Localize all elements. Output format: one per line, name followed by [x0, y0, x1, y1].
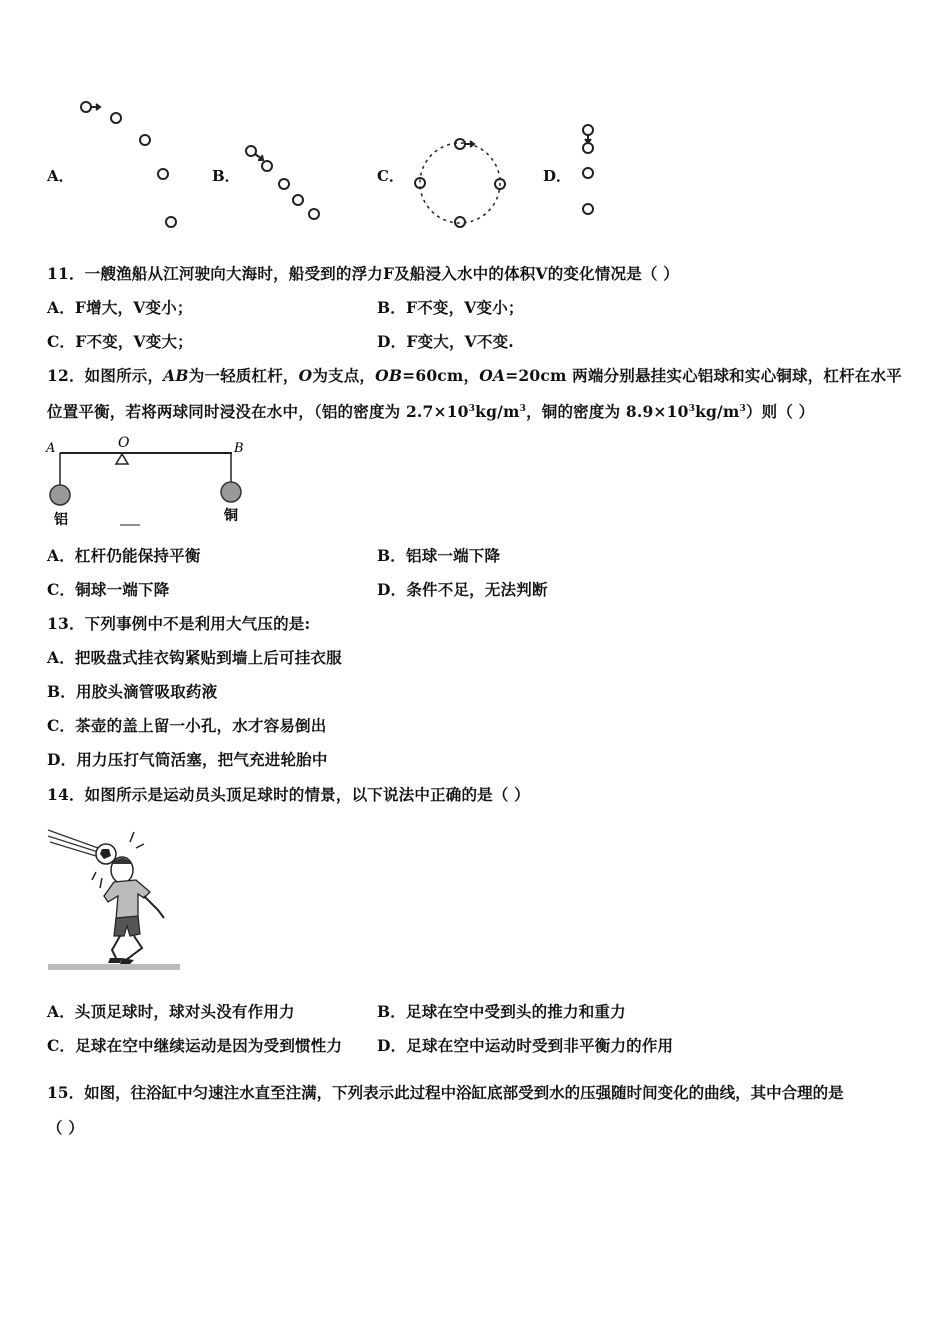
q12-stem-line1: 12．如图所示，AB为一轻质杠杆，O为支点，OB=60cm，OA=20cm 两端分别悬挂实心铝球和实心铜球，杠杆在水平	[47, 366, 902, 385]
q13-option-a[interactable]: A．把吸盘式挂衣钩紧贴到墙上后可挂衣服	[47, 648, 342, 667]
ground	[48, 964, 180, 970]
q14-stem: 14．如图所示是运动员头顶足球时的情景，以下说法中正确的是（ ）	[47, 785, 530, 804]
q13-option-c[interactable]: C．茶壶的盖上留一小孔，水才容易倒出	[47, 716, 327, 735]
q14-option-d[interactable]: D．足球在空中运动时受到非平衡力的作用	[377, 1036, 674, 1055]
q14-option-b[interactable]: B．足球在空中受到头的推力和重力	[377, 1002, 626, 1021]
lever-label-b: B	[234, 441, 244, 456]
q10-dot-figures	[0, 0, 950, 240]
q11-option-d[interactable]: D．F变大，V不变.	[377, 332, 514, 351]
q14-option-a[interactable]: A．头顶足球时，球对头没有作用力	[47, 1002, 295, 1021]
q12-option-b[interactable]: B．铝球一端下降	[377, 546, 501, 565]
q11-option-c[interactable]: C．F不变，V变大；	[47, 332, 193, 351]
q10-option-c-label: C．	[377, 167, 404, 185]
q10-figure-c	[415, 139, 505, 227]
aluminum-ball	[50, 485, 70, 505]
q13-stem: 13．下列事例中不是利用大气压的是:	[47, 614, 311, 633]
q12-option-c[interactable]: C．铜球一端下降	[47, 580, 170, 599]
q11-stem: 11．一艘渔船从江河驶向大海时，船受到的浮力F及船浸入水中的体积V的变化情况是（ ）	[47, 264, 679, 283]
q12-lever-figure	[40, 432, 260, 532]
lever-label-o: O	[118, 435, 130, 451]
q13-option-d[interactable]: D．用力压打气筒活塞，把气充进轮胎中	[47, 750, 328, 769]
q11-option-a[interactable]: A．F增大，V变小；	[47, 298, 193, 317]
q11-option-b[interactable]: B．F不变，V变小；	[377, 298, 524, 317]
q10-option-d-label: D．	[543, 167, 572, 185]
q14-option-c[interactable]: C．足球在空中继续运动是因为受到惯性力	[47, 1036, 343, 1055]
q12-stem-line2: 位置平衡，若将两球同时浸没在水中，（铝的密度为 $2.7\times 10^3kg/m^3$，铜的密度为 $8.9\times 10^3kg/m^3$）则（ ）	[47, 402, 815, 421]
q10-figure-d	[583, 125, 593, 214]
copper-label: 铜	[224, 508, 238, 524]
q10-figure-a	[81, 102, 176, 227]
lever-label-a: A	[46, 441, 56, 456]
player-shirt	[104, 880, 150, 920]
q10-option-b-label: B．	[212, 167, 240, 185]
q12-option-d[interactable]: D．条件不足，无法判断	[377, 580, 548, 599]
q15-answer-paren: （ ）	[47, 1118, 84, 1137]
aluminum-label: 铝	[54, 512, 68, 528]
copper-ball	[221, 482, 241, 502]
q12-option-a[interactable]: A．杠杆仍能保持平衡	[47, 546, 201, 565]
q10-figure-b	[246, 146, 319, 219]
fulcrum	[116, 454, 128, 464]
q10-option-a-label: A．	[47, 167, 74, 185]
q13-option-b[interactable]: B．用胶头滴管吸取药液	[47, 682, 218, 701]
q15-stem: 15．如图，往浴缸中匀速注水直至注满，下列表示此过程中浴缸底部受到水的压强随时间变化的曲线，其中合理的是	[47, 1083, 844, 1102]
q14-header-player-figure	[46, 822, 182, 974]
